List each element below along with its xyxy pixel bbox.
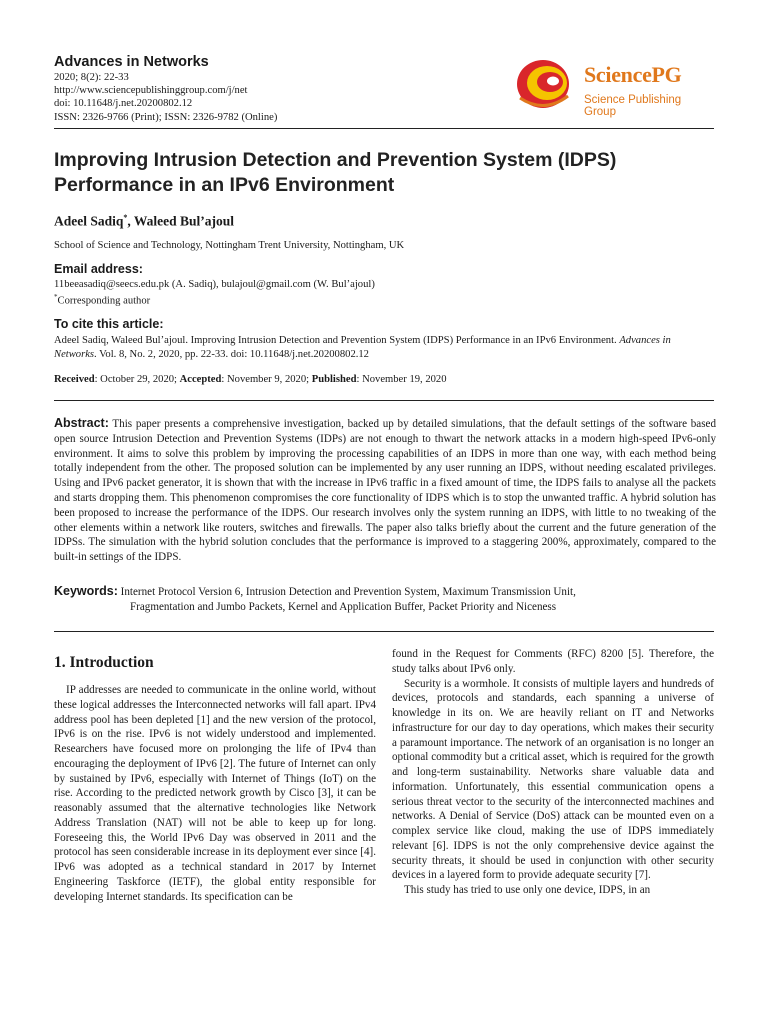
keywords [54, 584, 716, 615]
abstract-text: This paper presents a comprehensive investigation, backed up by detailed simulations, that the default settings of the software based open source Intrusion Detection and Prevention Systems (IDPs) are not enough to thwart the network attacks in a modern high-speed IPv6-only environment. It aims to solve this problem by improving the processing capabilities of an IDPS in more than one way, with each method being totally independent from the other. The proposed solution can be implemented by any user running an IDPS, without needing escalated privileges. Using and IPv6 packet generator, it is shown that with the increase in IPv6 traffic in a fixed amount of time, the IDPS fails to analyse all the packets and starts dropping them. This phenomenon compromises the core functionality of IDPS which is to stop the unwanted traffic. A hybrid solution has been proposed to increase the performance of the IDPS. Our research involves only the system running an IDPS, with little to no tweaking of the other elements within a network like routers, switches and firewalls. The paper also talks briefly about the current and the future generation of the IDPSs. The simulation with the hybrid solution concludes that the performance is improved to a staggering 200%, approximately, compared to the built-in settings of the IDPS. [54, 418, 716, 564]
body-column-left [54, 683, 376, 904]
abstract-divider-bottom [54, 631, 714, 632]
cite-heading: To cite this article: [54, 317, 164, 331]
publication-dates [54, 374, 447, 385]
abstract-label: Abstract: [54, 416, 109, 430]
journal-name: Advances in Networks [54, 54, 209, 70]
accepted-date: : November 9, 2020; [221, 374, 312, 385]
issue-line: 2020; 8(2): 22-33 [54, 72, 129, 83]
intro-paragraph-1: IP addresses are needed to communicate in the online world, without these logical addresses the Interconnected networks will fall apart. IPv4 address pool has been depleted [1] and the new version of the protocol, IPv6 is on the rise. IPv6 is not widely understood and implemented. Researchers have focused more on prolonging the life of IPv4 than encouraging the deployment of IPv6 [2]. The future of Internet can only by sustained by IPv6, especially with Internet of Things (IoT) on the rise. According to the predicted network growth by Cisco [3], it can be reasonably assumed that the alternative technologies like Network Address Translation (NAT) will not be able to keep up for long. Foreseeing this, the World IPv6 Day was observed in 2011 and the protocol has seen considerable increase in its deployment ever since [4]. IPv6 was adopted as a technical standard in 2017 by Internet Engineering Taskforce (IETF), the global entity responsible for developing Internet standards. Its specification can be [54, 684, 376, 903]
sciencepg-emblem-icon [512, 54, 582, 114]
abstract [54, 416, 716, 565]
logo-subtitle: Science Publishing Group [584, 94, 682, 118]
author-1: Adeel Sadiq [54, 213, 124, 229]
journal-meta [54, 71, 277, 124]
keywords-line-2: Fragmentation and Jumbo Packets, Kernel and Application Buffer, Packet Priority and Niceness [130, 601, 557, 613]
affiliation: School of Science and Technology, Nottingham Trent University, Nottingham, UK [54, 240, 405, 251]
corresponding-asterisk: * [54, 293, 58, 301]
published-label: Published [311, 374, 357, 385]
doi-line: doi: 10.11648/j.net.20200802.12 [54, 98, 193, 110]
author-list [54, 213, 234, 230]
citation-text [54, 334, 716, 362]
intro-paragraph-continued: found in the Request for Comments (RFC) 8200 [5]. Therefore, the study talks about IPv6 only. [392, 648, 714, 675]
abstract-divider-top [54, 400, 714, 401]
article-title [54, 148, 734, 198]
sciencepg-logo [512, 54, 712, 118]
corresponding-mark: * [123, 213, 128, 222]
author-2: Waleed Bul’ajoul [133, 213, 235, 229]
email-heading: Email address: [54, 262, 143, 276]
author-separator: , [127, 213, 134, 229]
intro-paragraph-2: Security is a wormhole. It consists of multiple layers and hundreds of devices, protocols and standards, each spanning a universe of knowledge in its on. We are heavily reliant on IT and Networks infrastructure for our day to day operations, which makes their security a paramount importance. The network of an organisation is no longer an optional commodity but a critical asset, which is required for the growth and long-term sustainability. Networks share valuable data and information. Unfortunately, this essential communication opens a serious threat vector to the security of the interconnected machines and networks. A Denial of Service (DoS) attack can be mounted even on a complex service like cloud, making the use of IDPS immediately relevant [6]. IDPS is not the only comprehensive device against the security threats, it should be used in conjunction with other security devices in a layered form to provide adequate security [7]. [392, 677, 714, 882]
title-line-1: Improving Intrusion Detection and Prevention System (IDPS) [54, 149, 617, 171]
citation-journal: Advances in Networks [54, 335, 671, 360]
corresponding-text: Corresponding author [57, 295, 151, 307]
received-date: : October 29, 2020; [94, 374, 180, 385]
body-column-right [392, 647, 714, 898]
journal-url[interactable]: http://www.sciencepublishinggroup.com/j/net [54, 85, 248, 97]
title-line-2: Performance in an IPv6 Environment [54, 174, 395, 196]
received-label: Received [54, 374, 95, 385]
logo-brand-text: SciencePG [584, 62, 682, 87]
accepted-label: Accepted [179, 374, 222, 385]
citation-main: Adeel Sadiq, Waleed Bul’ajoul. Improving Intrusion Detection and Prevention System (IDPS) Performance in an IPv6 Environment. [54, 335, 620, 346]
issn-line: ISSN: 2326-9766 (Print); ISSN: 2326-9782 (Online) [54, 111, 278, 123]
citation-details: . Vol. 8, No. 2, 2020, pp. 22-33. doi: 10.11648/j.net.20200802.12 [94, 349, 369, 360]
intro-paragraph-3: This study has tried to use only one device, IDPS, in an [404, 884, 651, 896]
header-divider [54, 128, 714, 129]
published-date: : November 19, 2020 [356, 374, 447, 385]
corresponding-note [54, 293, 150, 307]
keywords-label: Keywords: [54, 584, 118, 598]
keywords-line-1: Internet Protocol Version 6, Intrusion Detection and Prevention System, Maximum Transmission Unit, [117, 586, 576, 598]
email-addresses[interactable]: 11beeasadiq@seecs.edu.pk (A. Sadiq), bulajoul@gmail.com (W. Bul’ajoul) [54, 279, 375, 290]
section-heading-introduction: 1. Introduction [54, 654, 154, 671]
